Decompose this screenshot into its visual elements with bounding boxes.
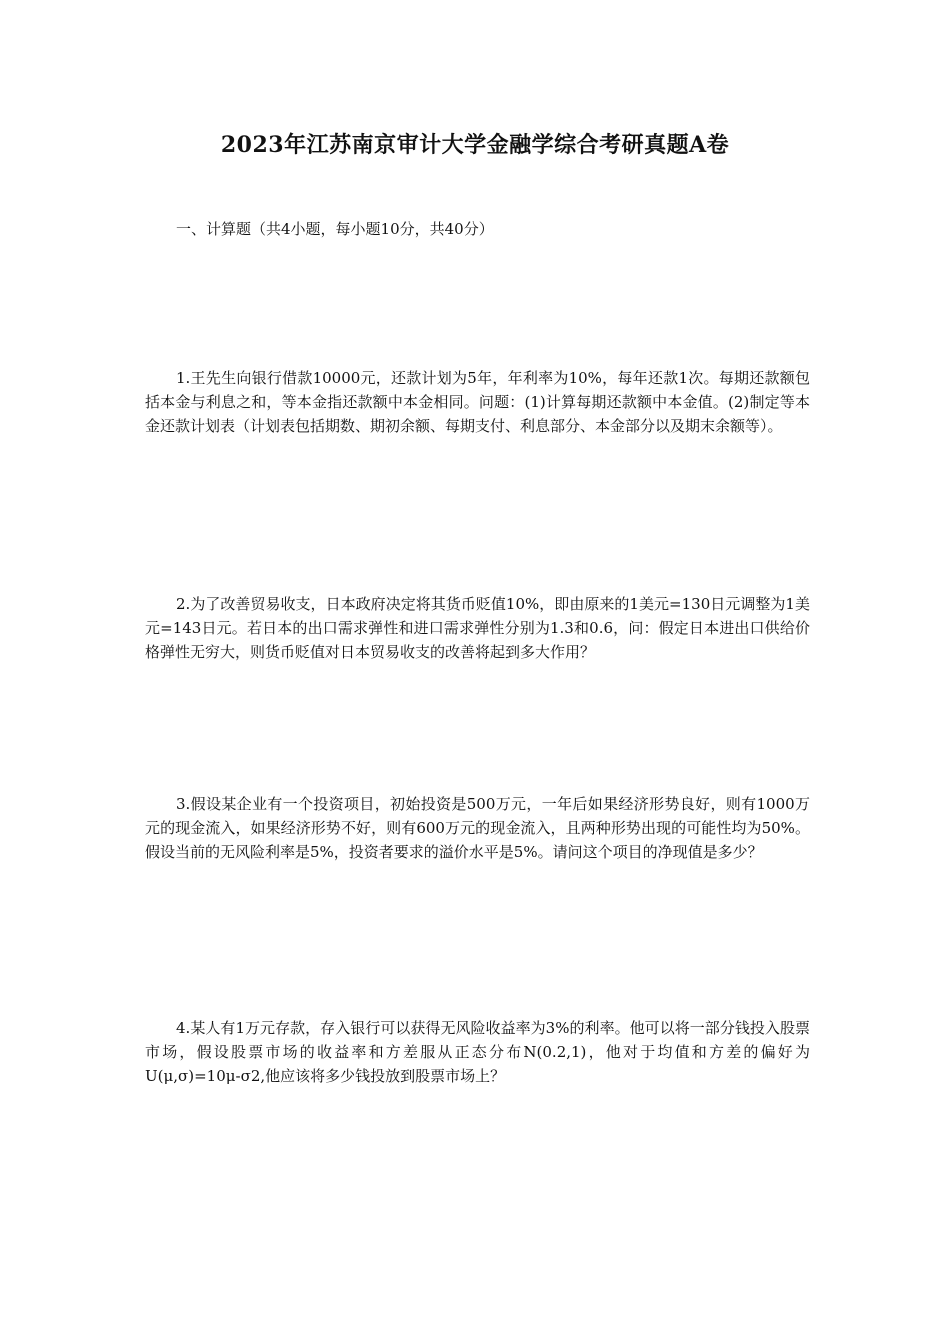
section-heading: 一、计算题（共4小题，每小题10分，共40分） (176, 220, 494, 238)
question-1: 1.王先生向银行借款10000元，还款计划为5年，年利率为10%，每年还款1次。每期还款额包括本金与利息之和，等本金指还款额中本金相同。问题：(1)计算每期还款额中本金值。(2)制定等本金还款计划表（计划表包括期数、期初余额、每期支付、利息部分、本金部分以及期末余额等）。 (145, 369, 810, 435)
question-4: 4.某人有1万元存款，存入银行可以获得无风险收益率为3%的利率。他可以将一部分钱投入股票市场，假设股票市场的收益率和方差服从正态分布N(0.2,1)，他对于均值和方差的偏好为U(μ,σ)=10μ-σ2,他应该将多少钱投放到股票市场上？ (145, 1019, 810, 1085)
page-title: 2023年江苏南京审计大学金融学综合考研真题A卷 (220, 132, 730, 158)
question-3: 3.假设某企业有一个投资项目，初始投资是500万元，一年后如果经济形势良好，则有1000万元的现金流入，如果经济形势不好，则有600万元的现金流入，且两种形势出现的可能性均为50%。假设当前的无风险利率是5%，投资者要求的溢价水平是5%。请问这个项目的净现值是多少？ (145, 795, 810, 861)
question-2: 2.为了改善贸易收支，日本政府决定将其货币贬值10%，即由原来的1美元=130日元调整为1美元=143日元。若日本的出口需求弹性和进口需求弹性分别为1.3和0.6，问：假定日本进出口供给价格弹性无穷大，则货币贬值对日本贸易收支的改善将起到多大作用？ (145, 595, 810, 661)
